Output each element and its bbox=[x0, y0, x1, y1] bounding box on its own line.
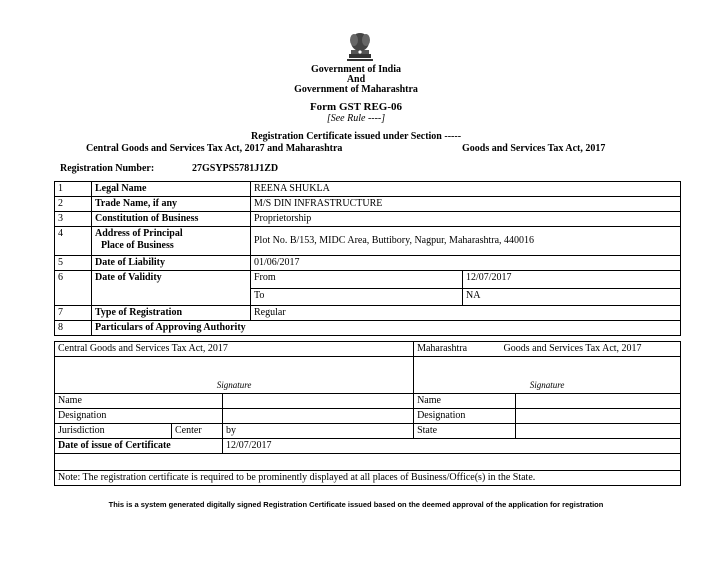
table-row bbox=[55, 394, 681, 409]
and-text: And bbox=[346, 74, 366, 85]
table-row bbox=[55, 256, 681, 271]
issue-date-label: Date of issue of Certificate bbox=[55, 439, 223, 454]
ashoka-emblem-icon bbox=[343, 28, 377, 62]
blank-row bbox=[55, 454, 681, 471]
approving-authority-table bbox=[54, 341, 681, 486]
act-right-text: Goods and Services Tax Act, 2017 bbox=[462, 143, 606, 154]
approving-authority-label: Particulars of Approving Authority bbox=[92, 321, 681, 336]
validity-to-label: To bbox=[251, 288, 463, 306]
table-row bbox=[55, 439, 681, 454]
row-number: 7 bbox=[55, 306, 92, 321]
row-number: 5 bbox=[55, 256, 92, 271]
constitution-value: Proprietorship bbox=[251, 212, 681, 227]
central-act-heading: Central Goods and Services Tax Act, 2017 bbox=[55, 342, 414, 357]
designation-left-value bbox=[223, 409, 414, 424]
certificate-title: Registration Certificate issued under Section ----- bbox=[250, 131, 462, 142]
state-name: Maharashtra bbox=[417, 343, 468, 354]
government-india-heading: Government of India bbox=[311, 64, 401, 75]
designation-left-label: Designation bbox=[55, 409, 223, 424]
table-row bbox=[55, 424, 681, 439]
display-note: Note: The registration certificate is required to be prominently displayed at all places of Business/Office(s) in the State. bbox=[55, 471, 681, 486]
certificate-details-table bbox=[54, 181, 681, 336]
table-row bbox=[55, 342, 681, 357]
trade-name-label: Trade Name, if any bbox=[92, 197, 251, 212]
table-row bbox=[55, 197, 681, 212]
state-act-heading bbox=[414, 342, 681, 357]
table-row bbox=[55, 212, 681, 227]
table-row bbox=[55, 471, 681, 486]
trade-name-value: M/S DIN INFRASTRUCTURE bbox=[251, 197, 681, 212]
issue-date-value: 12/07/2017 bbox=[223, 439, 681, 454]
legal-name-label: Legal Name bbox=[92, 182, 251, 197]
signature-left-cell bbox=[55, 357, 414, 394]
government-state-heading: Government of Maharashtra bbox=[294, 84, 418, 95]
jurisdiction-label: Jurisdiction bbox=[55, 424, 172, 439]
signature-right-label: Signature bbox=[529, 380, 565, 390]
row-number: 2 bbox=[55, 197, 92, 212]
act-left-text: Central Goods and Services Tax Act, 2017 and Maharashtra bbox=[86, 143, 343, 154]
row-number: 3 bbox=[55, 212, 92, 227]
registration-type-label: Type of Registration bbox=[92, 306, 251, 321]
constitution-label: Constitution of Business bbox=[92, 212, 251, 227]
center-label: Center bbox=[172, 424, 223, 439]
address-label bbox=[92, 227, 251, 256]
form-title: Form GST REG-06 bbox=[309, 101, 403, 113]
name-left-label: Name bbox=[55, 394, 223, 409]
liability-date-label: Date of Liability bbox=[92, 256, 251, 271]
signature-right-cell bbox=[414, 357, 681, 394]
name-right-label: Name bbox=[414, 394, 516, 409]
validity-from-label: From bbox=[251, 271, 463, 289]
liability-date-value: 01/06/2017 bbox=[251, 256, 681, 271]
system-generated-footer: This is a system generated digitally signed Registration Certificate issued based on the deemed approval of the application for registration bbox=[108, 500, 604, 509]
row-number: 6 bbox=[55, 271, 92, 306]
center-value: by bbox=[223, 424, 414, 439]
rule-reference: [See Rule ----] bbox=[326, 113, 386, 124]
validity-label: Date of Validity bbox=[92, 271, 251, 306]
state-act-text: Goods and Services Tax Act, 2017 bbox=[503, 343, 642, 354]
legal-name-value: REENA SHUKLA bbox=[251, 182, 681, 197]
table-row bbox=[55, 321, 681, 336]
name-right-value bbox=[516, 394, 681, 409]
state-value bbox=[516, 424, 681, 439]
table-row bbox=[55, 227, 681, 256]
registration-number-value: 27GSYPS5781J1ZD bbox=[192, 163, 279, 174]
row-number: 4 bbox=[55, 227, 92, 256]
designation-right-value bbox=[516, 409, 681, 424]
registration-type-value: Regular bbox=[251, 306, 681, 321]
address-label-line1: Address of Principal bbox=[95, 228, 183, 239]
row-number: 8 bbox=[55, 321, 92, 336]
table-row bbox=[55, 271, 681, 289]
table-row bbox=[55, 357, 681, 394]
state-label: State bbox=[414, 424, 516, 439]
validity-to-value: NA bbox=[463, 288, 681, 306]
table-row bbox=[55, 454, 681, 471]
table-row bbox=[55, 182, 681, 197]
signature-left-label: Signature bbox=[216, 380, 252, 390]
row-number: 1 bbox=[55, 182, 92, 197]
table-row bbox=[55, 306, 681, 321]
name-left-value bbox=[223, 394, 414, 409]
address-label-line2: Place of Business bbox=[101, 240, 174, 251]
registration-number-label: Registration Number: bbox=[60, 163, 155, 174]
address-value: Plot No. B/153, MIDC Area, Buttibory, Nagpur, Maharashtra, 440016 bbox=[251, 227, 681, 256]
table-row bbox=[55, 409, 681, 424]
designation-right-label: Designation bbox=[414, 409, 516, 424]
validity-from-value: 12/07/2017 bbox=[463, 271, 681, 289]
